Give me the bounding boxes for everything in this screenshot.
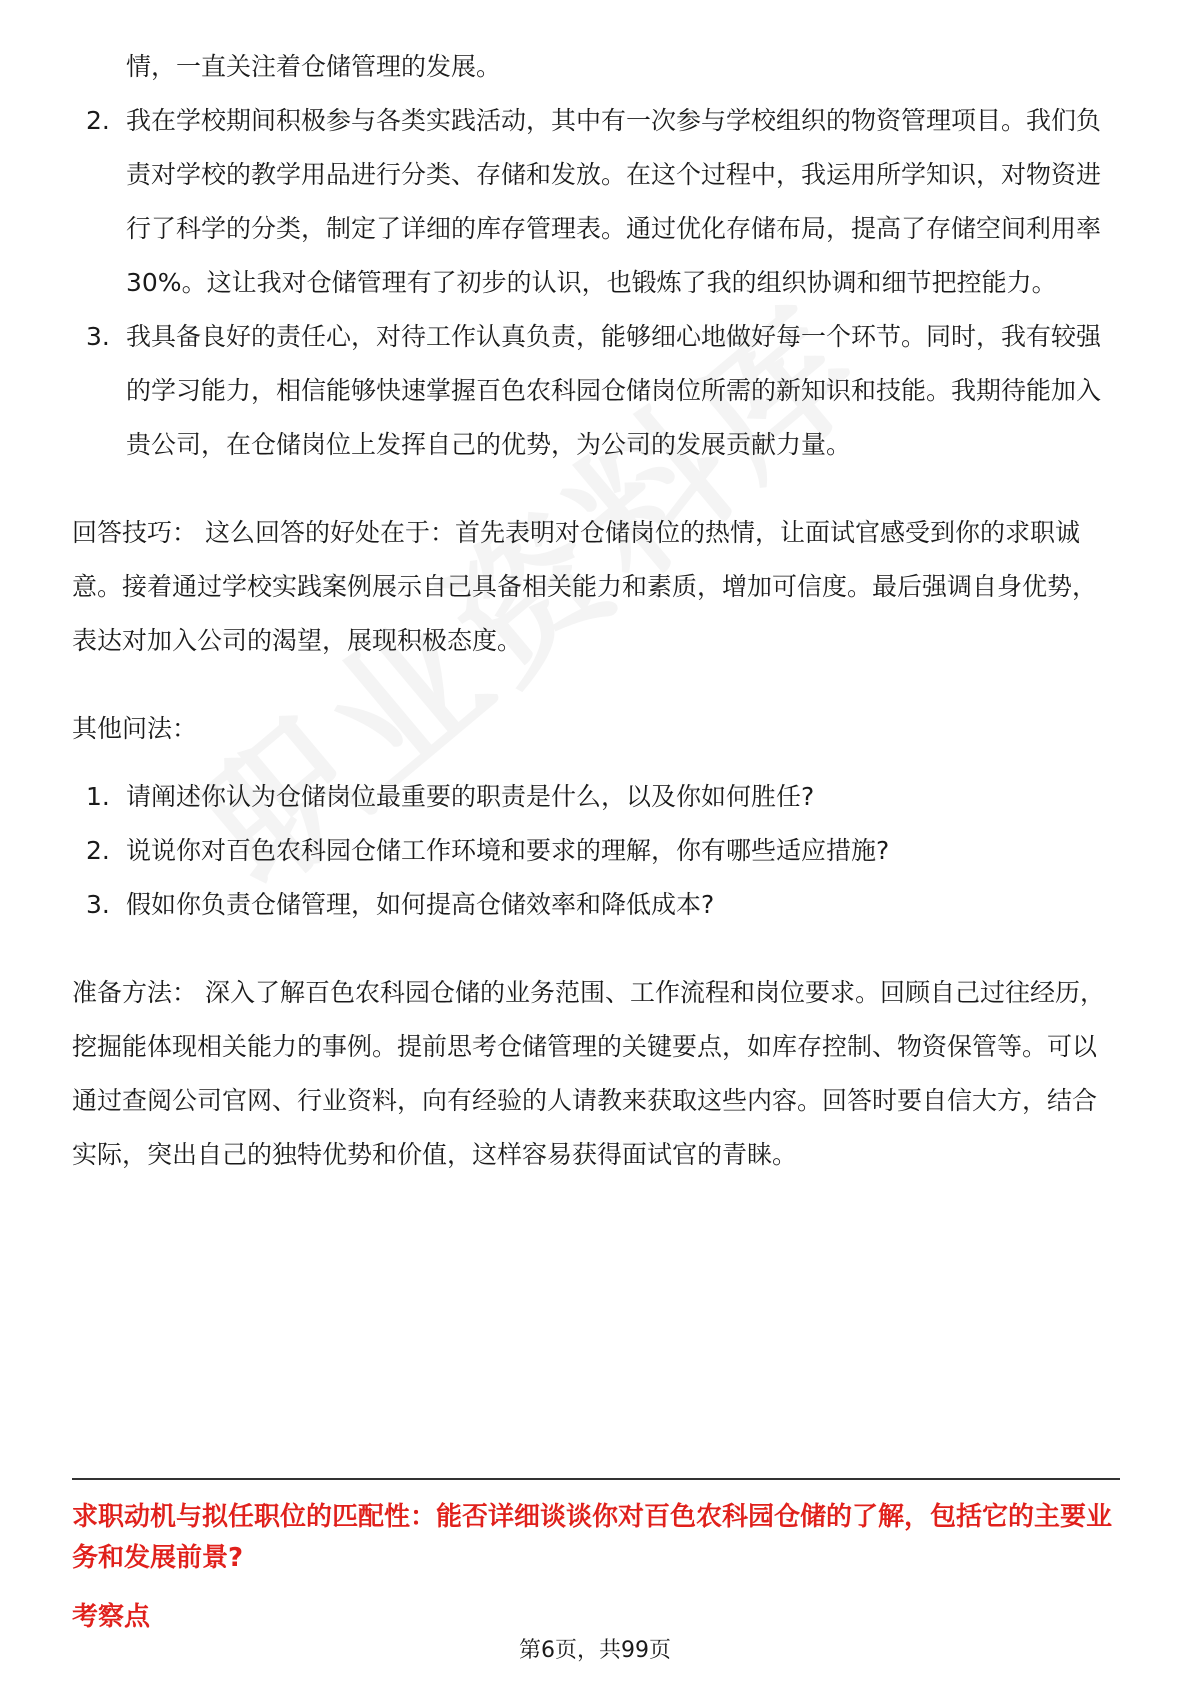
list-item	[72, 878, 1120, 932]
answer-tips: 回答技巧： 这么回答的好处在于：首先表明对仓储岗位的热情，让面试官感受到你的求职诚意。接着通过学校实践案例展示自己具备相关能力和素质，增加可信度。最后强调自身优势，表达对加入公司的渴望，展现积极态度。	[72, 518, 1098, 655]
page-footer: 第6页，共99页	[519, 1638, 671, 1663]
assessment-point-label: 考察点	[72, 1602, 151, 1632]
list-item-text: 假如你负责仓储管理，如何提高仓储效率和降低成本?	[126, 890, 715, 919]
list-number: 3.	[86, 890, 110, 919]
list-item-text: 我在学校期间积极参与各类实践活动，其中有一次参与学校组织的物资管理项目。我们负责对学校的教学用品进行分类、存储和发放。在这个过程中，我运用所学知识，对物资进行了科学的分类，制定了详细的库存管理表。通过优化存储布局，提高了存储空间利用率30%。这让我对仓储管理有了初步的认识，也锻炼了我的组织协调和细节把控能力。	[126, 106, 1102, 297]
continued-text: 情，一直关注着仓储管理的发展。	[126, 52, 502, 81]
list-number: 2.	[86, 836, 110, 865]
list-number: 2.	[86, 106, 110, 135]
next-question-title: 求职动机与拟任职位的匹配性：能否详细谈谈你对百色农科园仓储的了解，包括它的主要业务和发展前景?	[72, 1502, 1113, 1573]
list-item	[72, 824, 1120, 878]
section-divider	[72, 1478, 1120, 1480]
list-item-text: 说说你对百色农科园仓储工作环境和要求的理解，你有哪些适应措施?	[126, 836, 890, 865]
list-item	[72, 94, 1120, 310]
other-questions-heading: 其他问法：	[72, 714, 198, 743]
list-item	[72, 770, 1120, 824]
main-content	[72, 40, 1120, 1182]
list-item-text: 请阐述你认为仓储岗位最重要的职责是什么，以及你如何胜任?	[126, 782, 815, 811]
other-questions-list	[72, 770, 1120, 932]
answer-list	[72, 94, 1120, 472]
list-item	[72, 310, 1120, 472]
preparation-method: 准备方法： 深入了解百色农科园仓储的业务范围、工作流程和岗位要求。回顾自己过往经历，挖掘能体现相关能力的事例。提前思考仓储管理的关键要点，如库存控制、物资保管等。可以通过查阅公司官网、行业资料，向有经验的人请教来获取这些内容。回答时要自信大方，结合实际，突出自己的独特优势和价值，这样容易获得面试官的青睐。	[72, 978, 1105, 1169]
list-number: 1.	[86, 782, 110, 811]
list-item-text: 我具备良好的责任心，对待工作认真负责，能够细心地做好每一个环节。同时，我有较强的学习能力，相信能够快速掌握百色农科园仓储岗位所需的新知识和技能。我期待能加入贵公司，在仓储岗位上发挥自己的优势，为公司的发展贡献力量。	[126, 322, 1102, 459]
list-number: 3.	[86, 322, 110, 351]
